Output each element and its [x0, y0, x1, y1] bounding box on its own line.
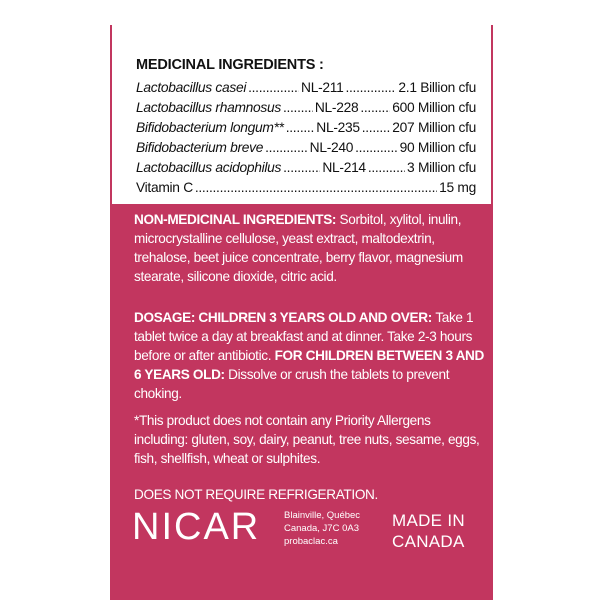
- address-line: Canada, J7C 0A3: [284, 523, 359, 534]
- ingredient-name: Bifidobacterium breve: [136, 140, 264, 155]
- leader-dots: [368, 160, 405, 175]
- ingredient-name: Vitamin C: [136, 180, 193, 195]
- ingredient-amount: 207 Million cfu: [392, 120, 476, 135]
- ingredient-amount: 15 mg: [439, 180, 476, 195]
- dosage-text: Take 1 tablet twice a day at breakfast and at dinner. Take 2-3 hours before or after antibiotic.: [134, 310, 474, 363]
- medicinal-section: [112, 25, 491, 204]
- dosage-heading-children: FOR CHILDREN BETWEEN 3 AND 6 YEARS OLD:: [134, 348, 484, 382]
- non-medicinal-paragraph: [134, 210, 484, 286]
- dosage-heading: DOSAGE: CHILDREN 3 YEARS OLD AND OVER:: [134, 310, 436, 325]
- dosage-paragraph: [134, 308, 484, 403]
- ingredient-row: [136, 180, 476, 199]
- ingredient-row: [136, 160, 476, 179]
- made-in-canada: [392, 510, 465, 552]
- made-in-line: CANADA: [392, 532, 465, 551]
- leader-dots: [265, 140, 308, 155]
- leader-dots: [345, 80, 396, 95]
- ingredient-code: NL-214: [322, 160, 366, 175]
- non-medicinal-text: Sorbitol, xylitol, inulin, microcrystalline cellulose, yeast extract, maltodextrin, trehalose, beet juice concentrate, berry flavor, magnesium stearate, silicone dioxide, citric acid.: [134, 212, 463, 284]
- ingredient-name: Bifidobacterium longum**: [136, 120, 284, 135]
- ingredient-amount: 600 Million cfu: [392, 100, 476, 115]
- dosage-text-children: Dissolve or crush the tablets to prevent choking.: [134, 367, 450, 401]
- brand-logo: NICAR: [132, 506, 261, 548]
- ingredient-amount: 90 Million cfu: [399, 140, 476, 155]
- leader-dots: [360, 100, 390, 115]
- website-text: probaclac.ca: [284, 536, 338, 547]
- ingredient-row: [136, 120, 476, 139]
- allergen-note: *This product does not contain any Priority Allergens including: gluten, soy, dairy, peanut, tree nuts, sesame, eggs, fish, shellfish, wheat or sulphites.: [134, 413, 480, 466]
- ingredient-row: [136, 100, 476, 119]
- ingredient-code: NL-240: [309, 140, 354, 155]
- made-in-line: MADE IN: [392, 511, 465, 530]
- ingredient-amount: 2.1 Billion cfu: [398, 80, 476, 95]
- address-block: [284, 509, 360, 548]
- storage-note: DOES NOT REQUIRE REFRIGERATION.: [134, 487, 378, 502]
- medicinal-title: MEDICINAL INGREDIENTS :: [136, 57, 324, 73]
- ingredient-amount: 3 Million cfu: [407, 160, 476, 175]
- leader-dots: [286, 120, 315, 135]
- ingredient-code: NL-228: [314, 100, 359, 115]
- leader-dots: [248, 80, 299, 95]
- leader-dots: [195, 180, 437, 195]
- ingredient-name: Lactobacillus casei: [136, 80, 247, 95]
- leader-dots: [283, 100, 313, 115]
- leader-dots: [355, 140, 398, 155]
- ingredient-code: NL-235: [316, 120, 360, 135]
- address-line: Blainville, Québec: [284, 510, 361, 521]
- leader-dots: [362, 120, 391, 135]
- ingredient-code: NL-211: [301, 80, 344, 95]
- leader-dots: [283, 160, 320, 175]
- info-section: [112, 204, 491, 600]
- product-label: [110, 25, 493, 600]
- ingredient-row: [136, 140, 476, 159]
- ingredient-row: [136, 80, 476, 99]
- ingredient-name: Lactobacillus acidophilus: [136, 160, 282, 175]
- ingredient-name: Lactobacillus rhamnosus: [136, 100, 281, 115]
- non-medicinal-heading: NON-MEDICINAL INGREDIENTS:: [134, 212, 340, 227]
